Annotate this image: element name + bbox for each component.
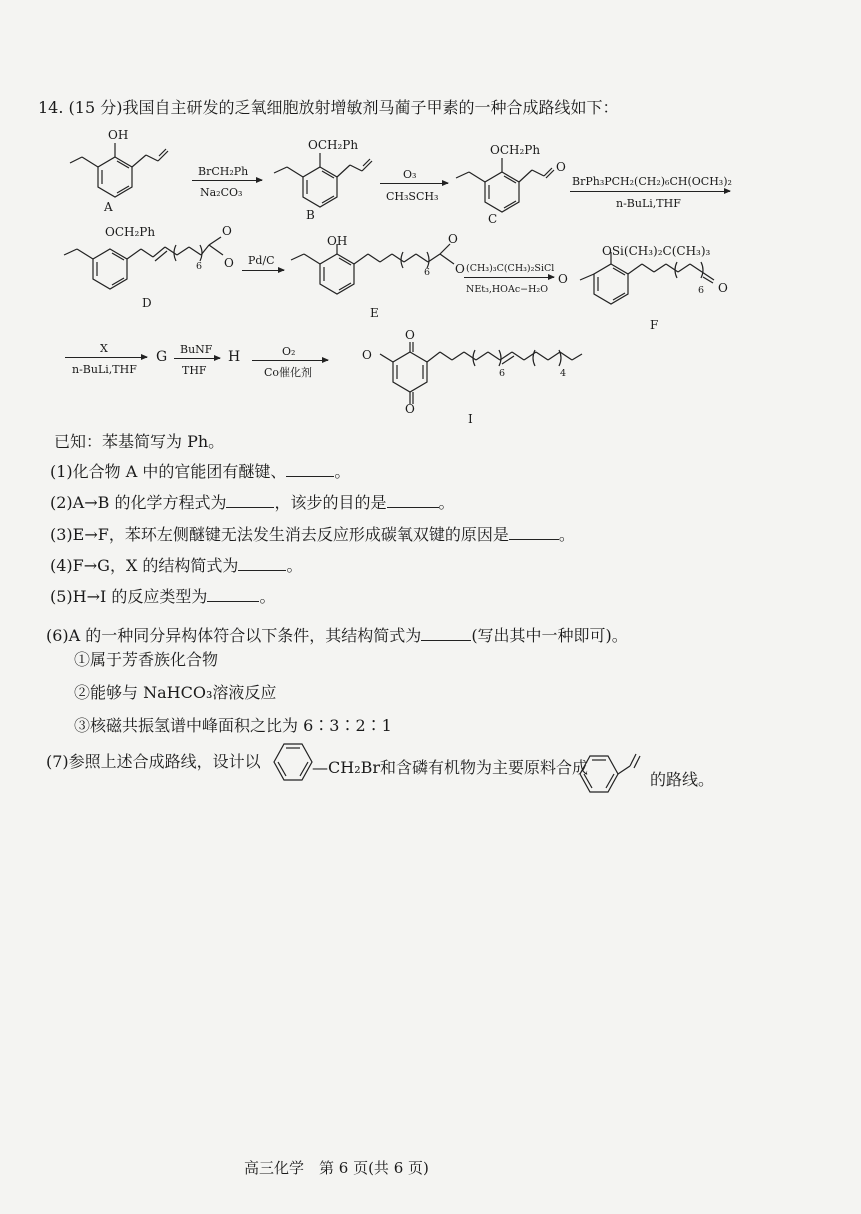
structure-b <box>262 145 382 220</box>
compound-h-label: H <box>228 349 241 365</box>
question-7-middle: —CH₂Br和含磷有机物为主要原料合成 <box>312 758 589 777</box>
c-o-label: O <box>556 160 566 174</box>
structure-c <box>442 152 562 222</box>
reagent-6-top: X <box>100 342 108 355</box>
e-oh-label: OH <box>327 234 348 248</box>
reagent-5-top: (CH₃)₃C(CH₃)₂SiCl <box>466 263 555 274</box>
d-subscript-6: 6 <box>196 261 203 272</box>
question-7-start: (7)参照上述合成路线，设计以 <box>46 752 261 771</box>
e-ome-top: O <box>448 232 458 246</box>
d-och2ph-label: OCH₂Ph <box>105 225 156 239</box>
question-7-end: 的路线。 <box>650 770 715 789</box>
compound-d-label: D <box>142 296 152 310</box>
answer-blank-5[interactable] <box>207 601 259 602</box>
c-och2ph-label: OCH₂Ph <box>490 143 541 157</box>
reagent-8-top: O₂ <box>282 345 296 358</box>
answer-blank-4[interactable] <box>238 570 286 571</box>
compound-i-label: I <box>468 412 473 426</box>
answer-blank-3[interactable] <box>509 539 559 540</box>
reaction-arrow-5 <box>464 277 554 278</box>
answer-blank-2b[interactable] <box>387 507 439 508</box>
reagent-5-bottom: NEt₃,HOAc−H₂O <box>466 284 548 295</box>
reagent-6-bottom: n-BuLi,THF <box>72 363 137 376</box>
reaction-arrow-2 <box>380 183 448 184</box>
i-o-bottom: O <box>405 402 415 416</box>
reaction-arrow-1 <box>192 180 262 181</box>
question-6: (6)A 的一种同分异构体符合以下条件，其结构简式为 (写出其中一种即可)。 <box>46 626 628 645</box>
a-oh-label: OH <box>108 128 129 142</box>
question-title: 14. (15 分)我国自主研发的乏氧细胞放射增敏剂马蔺子甲素的一种合成路线如下： <box>38 98 619 117</box>
structure-e <box>282 240 472 305</box>
reaction-arrow-4 <box>242 270 284 271</box>
answer-blank-2a[interactable] <box>226 507 274 508</box>
f-subscript-6: 6 <box>698 285 705 296</box>
condition-3: ③核磁共振氢谱中峰面积之比为 6∶3∶2∶1 <box>74 716 392 735</box>
reagent-2-top: O₃ <box>403 168 417 181</box>
structure-d <box>55 235 245 305</box>
reagent-3-top: BrPh₃PCH₂(CH₂)₆CH(OCH₃)₂ <box>572 175 732 188</box>
question-2: (2)A→B 的化学方程式为 ，该步的目的是 。 <box>50 493 455 512</box>
f-o-right: O <box>718 281 728 295</box>
i-subscript-4: 4 <box>560 368 567 379</box>
d-ome-bottom: O <box>224 256 234 270</box>
reaction-arrow-8 <box>252 360 328 361</box>
compound-f-label: F <box>650 318 659 332</box>
question-4: (4)F→G，X 的结构简式为 。 <box>50 556 303 575</box>
i-ome-label: O <box>362 348 372 362</box>
condition-1: ①属于芳香族化合物 <box>74 650 219 669</box>
answer-blank-6[interactable] <box>421 640 471 641</box>
e-subscript-6: 6 <box>424 267 431 278</box>
f-o-left: O <box>558 272 568 286</box>
compound-e-label: E <box>370 306 379 320</box>
reagent-1-top: BrCH₂Ph <box>198 165 249 178</box>
compound-a-label: A <box>104 200 113 214</box>
reagent-7-bottom: THF <box>182 364 207 377</box>
reagent-1-bottom: Na₂CO₃ <box>200 186 243 199</box>
compound-c-label: C <box>488 212 498 226</box>
styrene-structure <box>576 752 656 802</box>
page-footer: 高三化学 第 6 页(共 6 页) <box>244 1159 429 1177</box>
e-ome-bottom: O <box>455 262 465 276</box>
reagent-3-bottom: n-BuLi,THF <box>616 197 681 210</box>
reagent-8-bottom: Co催化剂 <box>264 366 313 379</box>
question-1: (1)化合物 A 中的官能团有醚键、 。 <box>50 462 351 481</box>
i-o-top: O <box>405 328 415 342</box>
compound-g-label: G <box>156 349 168 365</box>
question-3: (3)E→F，苯环左侧醚键无法发生消去反应形成碳氧双键的原因是 。 <box>50 525 575 544</box>
reaction-arrow-7 <box>174 358 220 359</box>
reagent-4-top: Pd/C <box>248 254 275 267</box>
reaction-arrow-3 <box>570 191 730 192</box>
answer-blank-1[interactable] <box>286 476 334 477</box>
i-subscript-6: 6 <box>499 368 506 379</box>
reagent-2-bottom: CH₃SCH₃ <box>386 190 439 203</box>
question-5: (5)H→I 的反应类型为 。 <box>50 587 276 606</box>
reagent-7-top: BuNF <box>180 343 213 356</box>
d-ome-top: O <box>222 224 232 238</box>
f-osi-label: OSi(CH₃)₂C(CH₃)₃ <box>602 244 711 258</box>
compound-b-label: B <box>306 208 315 222</box>
known-note: 已知：苯基简写为 Ph。 <box>54 432 225 451</box>
b-och2ph-label: OCH₂Ph <box>308 138 359 152</box>
reaction-arrow-6 <box>65 357 147 358</box>
structure-f <box>556 250 736 315</box>
condition-2: ②能够与 NaHCO₃溶液反应 <box>74 683 277 702</box>
